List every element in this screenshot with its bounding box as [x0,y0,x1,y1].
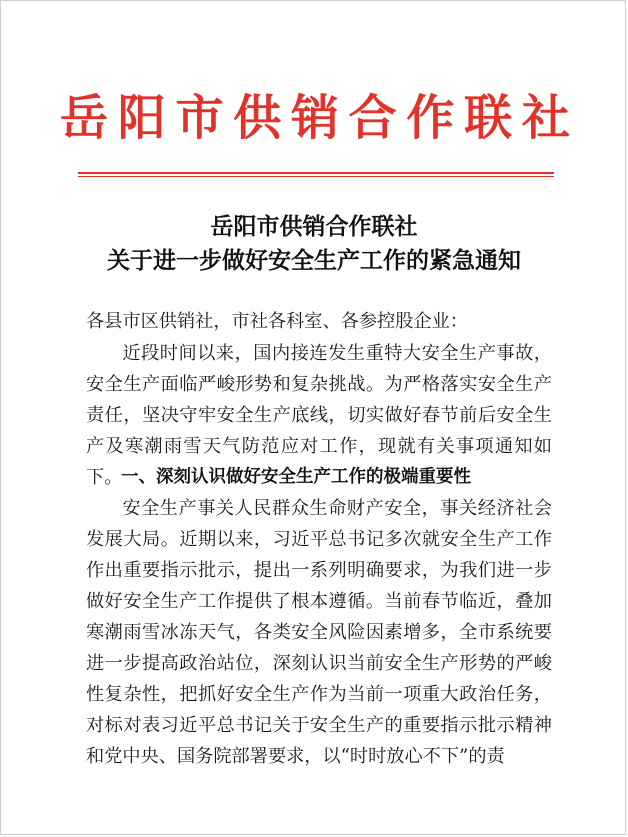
salutation: 各县市区供销社，市社各科室、各参控股企业： [86,311,468,332]
masthead-char: 作 [406,90,455,146]
masthead-char: 供 [233,90,282,146]
masthead-rule-thick [78,172,554,174]
section-heading: 一、深刻认识做好安全生产工作的极端重要性 [121,467,471,487]
masthead-char: 销 [290,90,339,146]
masthead-char: 社 [521,90,570,146]
masthead-char: 市 [175,90,224,146]
document-title-line1: 岳阳市供销合作联社 [210,213,418,240]
section-body-paragraph: 安全生产事关人民群众生命财产安全，事关经济社会发展大局。近期以来，习近平总书记多次就安全生产工作作出重要指示批示，提出一系列明确要求，为我们进一步做好安全生产工作提供了根本遵循。当前春节临近，叠加寒潮雨雪冰冻天气，各类安全风险因素增多，全市系统要进一步提高政治站位，深刻认识当前安全生产形势的严峻性复杂性，把抓好安全生产作为当前一项重大政治任务，对标对表习近平总书记关于安全生产的重要指示批示精神和党中央、国务院部署要求，以“时时放心不下”的责 [86,498,552,767]
masthead-char: 联 [464,90,513,146]
document-title-line2: 关于进一步做好安全生产工作的紧急通知 [107,247,521,274]
masthead [60,88,570,148]
masthead-char: 合 [348,90,397,146]
masthead-char: 岳 [60,90,109,146]
masthead-rule-thin [78,176,554,177]
masthead-char: 阳 [117,90,166,146]
intro-paragraph: 近段时间以来，国内接连发生重特大安全生产事故，安全生产面临严峻形势和复杂挑战。为严格落实安全生产责任，坚决守牢安全生产底线，切实做好春节前后安全生产及寒潮雨雪天气防范应对工作，现就有关事项通知如下。 [86,343,552,488]
